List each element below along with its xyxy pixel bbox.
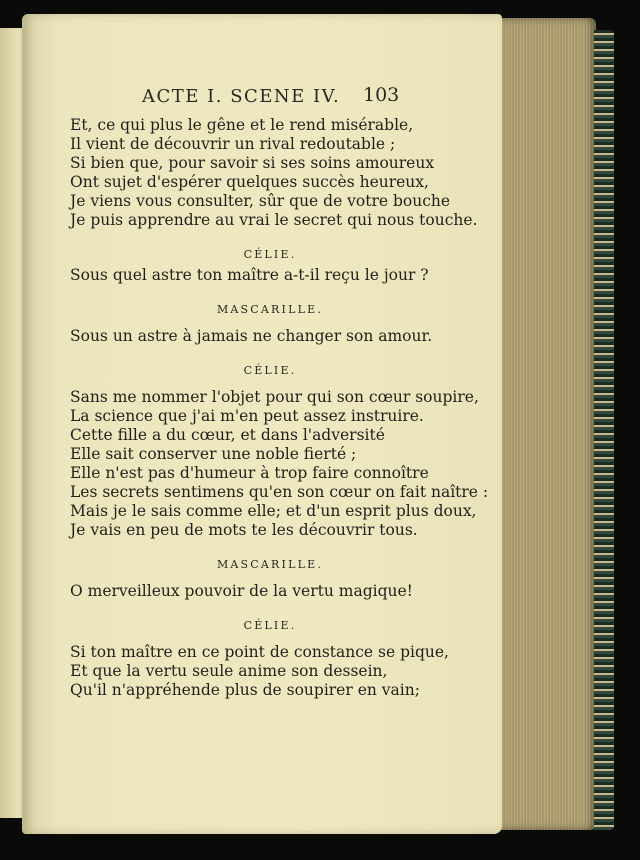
verse-line: Ont sujet d'espérer quelques succès heureux, (70, 173, 429, 191)
verse-line: Sans me nommer l'objet pour qui son cœur soupire, (70, 388, 479, 406)
verse-line: Elle sait conserver une noble fierté ; (70, 445, 357, 463)
verse-line: Si ton maître en ce point de constance se pique, (70, 643, 449, 661)
verse-line: Les secrets sentimens qu'en son cœur on fait naître : (70, 483, 489, 501)
verse-line: Si bien que, pour savoir si ses soins amoureux (70, 154, 435, 172)
verse-line: Elle n'est pas d'humeur à trop faire connoître (70, 464, 429, 482)
play-text (70, 116, 489, 700)
verse-line: Et que la vertu seule anime son dessein, (70, 662, 388, 680)
verse-line: Il vient de découvrir un rival redoutable ; (70, 135, 396, 153)
verse-line: Mais je le sais comme elle; et d'un esprit plus doux, (70, 502, 477, 520)
verse-line: Et, ce qui plus le gêne et le rend misérable, (70, 116, 414, 134)
running-head: ACTE I. SCENE IV. (142, 86, 341, 107)
speaker-name: CÉLIE. (243, 619, 297, 632)
speaker-name: MASCARILLE. (216, 558, 324, 571)
page-edges (496, 18, 596, 830)
verse-line: Je vais en peu de mots te les découvrir tous. (70, 521, 418, 539)
page-number: 103 (363, 84, 400, 106)
speaker-name: CÉLIE. (243, 248, 297, 261)
verse-line: Je viens vous consulter, sûr que de votre bouche (70, 192, 451, 210)
verse-line: O merveilleux pouvoir de la vertu magique! (70, 582, 413, 600)
speaker-name: CÉLIE. (243, 364, 297, 377)
verse-line: Je puis apprendre au vrai le secret qui nous touche. (70, 211, 478, 229)
verse-line: Sous un astre à jamais ne changer son amour. (70, 327, 433, 345)
verse-line: Cette fille a du cœur, et dans l'adversité (70, 426, 385, 444)
speaker-name: MASCARILLE. (216, 303, 324, 316)
verse-line: Sous quel astre ton maître a-t-il reçu le jour ? (70, 266, 429, 284)
verse-line: La science que j'ai m'en peut assez instruire. (70, 407, 424, 425)
page-header (0, 86, 480, 110)
verse-line: Qu'il n'appréhende plus de soupirer en vain; (70, 681, 420, 699)
book-binding (594, 30, 614, 830)
